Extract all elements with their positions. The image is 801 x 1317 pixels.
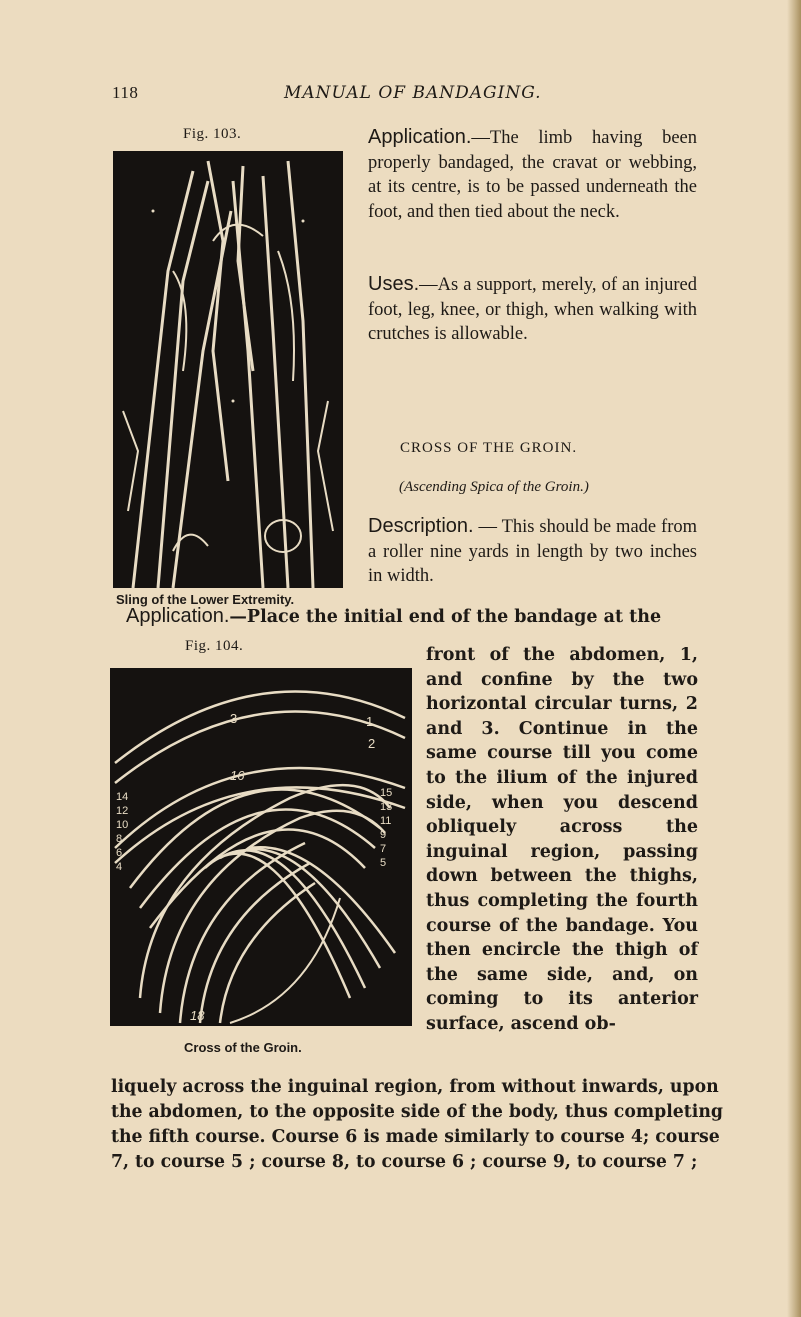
application-2-line-2: the abdomen, to the opposite side of the body, thus completing [111, 1102, 723, 1122]
description-paragraph [368, 514, 697, 589]
figure-103-caption: Sling of the Lower Extremity. [116, 592, 295, 607]
page-edge-shadow [787, 0, 801, 1317]
running-title: MANUAL OF BANDAGING. [284, 83, 542, 103]
page-number: 118 [112, 83, 139, 102]
marker-9: 9 [380, 829, 387, 841]
figure-104-illustration [110, 668, 412, 1026]
marker-6: 6 [116, 847, 123, 859]
marker-13: 13 [380, 801, 393, 813]
application-2-line-1: liquely across the inguinal region, from without inwards, upon [111, 1077, 719, 1097]
section-title: CROSS OF THE GROIN. [400, 440, 578, 456]
marker-15: 15 [380, 787, 393, 799]
description-heading: Description. [368, 515, 474, 537]
application-2-line-4: 7, to course 5 ; course 8, to course 6 ; course 9, to course 7 ; [111, 1152, 698, 1172]
marker-2: 2 [368, 736, 376, 751]
figure-103-illustration [113, 151, 343, 588]
uses-heading: Uses. [368, 273, 420, 295]
application-2-side-text: front of the abdomen, 1, and confine by the two horizontal circular turns, 2 and 3. Continue in the same course till you come to the ilium of the injured side, when you descend obliquely across the inguinal region, passing down between the thighs, thus completing the fourth course of the bandage. You then encircle the thigh of the same side, and, on coming to its anterior surface, ascend ob- [426, 645, 698, 1034]
marker-8: 8 [116, 833, 123, 845]
application-text-1: —The limb having been properly bandaged, the cravat or webbing, at its centre, is to be passed underneath the foot, and then tied about the neck. [368, 128, 697, 222]
application-paragraph-1 [368, 125, 697, 224]
marker-1: 1 [366, 714, 374, 729]
marker-11: 11 [380, 815, 392, 827]
application-heading-2: Application. [126, 605, 230, 627]
figure-104-caption: Cross of the Groin. [184, 1040, 302, 1055]
uses-text: —As a support, merely, of an injured foot, leg, knee, or thigh, when walking with crutches is allowable. [368, 275, 697, 345]
cross-of-groin-illustration [110, 668, 412, 1026]
marker-18: 18 [190, 1008, 205, 1023]
description-text: — This should be made from a roller nine yards in length by two inches in width. [368, 517, 697, 587]
figure-103-label: Fig. 103. [183, 126, 242, 142]
figure-104-label: Fig. 104. [185, 638, 244, 654]
application-2-intro: —Place the initial end of the bandage at the [229, 607, 662, 627]
uses-paragraph [368, 272, 697, 347]
application-heading-1: Application. [368, 126, 472, 148]
marker-3: 3 [230, 711, 238, 726]
marker-14: 14 [116, 791, 129, 803]
marker-10: 10 [116, 819, 129, 831]
section-subtitle: (Ascending Spica of the Groin.) [399, 479, 589, 495]
marker-12: 12 [116, 805, 129, 817]
application-2-line-3: the fifth course. Course 6 is made similarly to course 4; course [111, 1127, 720, 1147]
marker-5: 5 [380, 857, 387, 869]
sling-illustration [113, 151, 343, 588]
application-2-intro-line [126, 605, 661, 628]
marker-16: 16 [230, 768, 245, 783]
marker-7: 7 [380, 843, 387, 855]
marker-4: 4 [116, 861, 123, 873]
running-header [112, 83, 542, 103]
